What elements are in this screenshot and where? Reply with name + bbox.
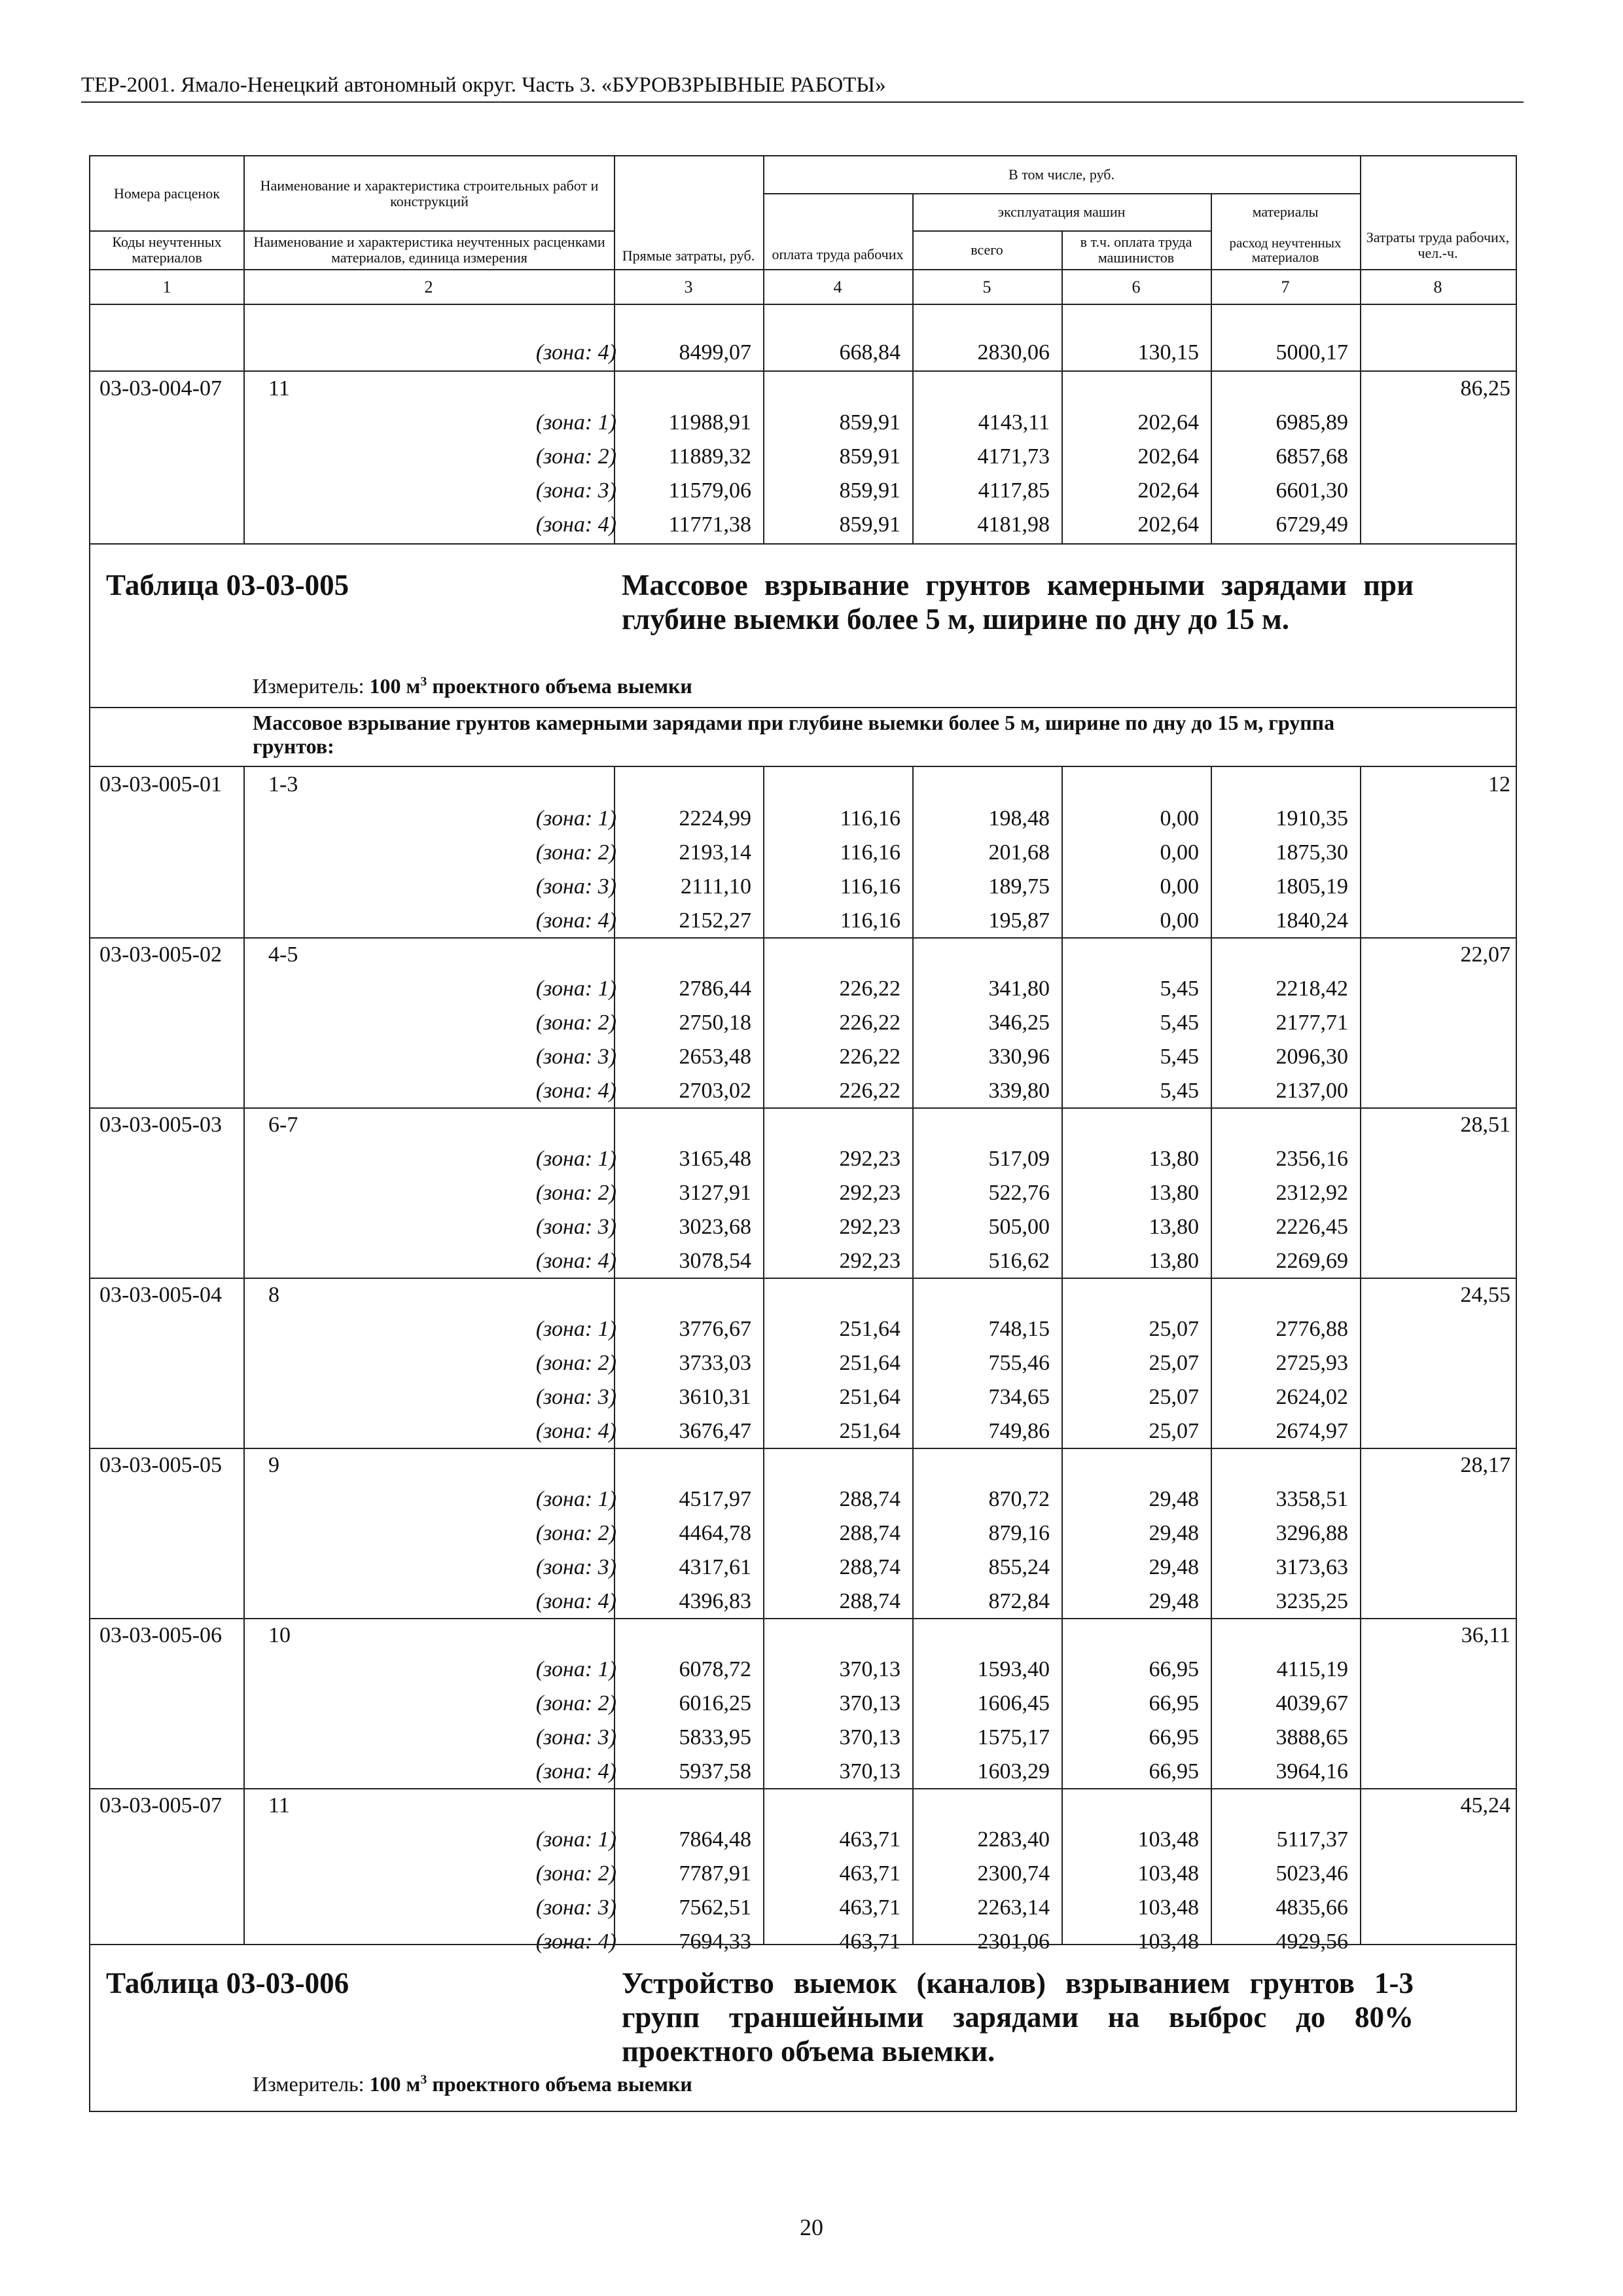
header-col1-top: Номера расценок (114, 185, 220, 202)
group-header-row: 03-03-005-04 8 24,55 (99, 1283, 1510, 1307)
table-row: (зона: 4) 5937,58 370,13 1603,29 66,95 3964,16 (535, 1759, 1348, 1784)
table-row: (зона: 3) 11579,06 859,91 4117,85 202,64 6601,30 (535, 478, 1348, 503)
table-row: (зона: 3) 7562,51 463,71 2263,14 103,48 4835,66 (535, 1895, 1348, 1920)
page-header: ТЕР-2001. Ямало-Ненецкий автономный округ. Часть 3. «БУРОВЗРЫВНЫЕ РАБОТЫ» (81, 73, 1524, 103)
table-row: (зона: 3) 3610,31 251,64 734,65 25,07 2624,02 (535, 1385, 1348, 1409)
header-col4: оплата труда рабочих (772, 246, 904, 262)
table-title-005: Таблица 03-03-005 (106, 569, 349, 601)
col-num-1: 1 (162, 277, 171, 296)
table-row: (зона: 2) 7787,91 463,71 2300,74 103,48 5023,46 (535, 1861, 1348, 1886)
subheading-005: Массовое взрывание грунтов камерными зарядами при глубине выемки более 5 м, ширине по дну до 15 м, группа грунтов: (253, 711, 1335, 758)
header-col3: Прямые затраты, руб. (622, 247, 755, 264)
col-num-7: 7 (1281, 277, 1290, 296)
table-row: (зона: 2) 6016,25 370,13 1606,45 66,95 4039,67 (535, 1691, 1348, 1715)
table-row: (зона: 3) 2653,48 226,22 330,96 5,45 2096,30 (535, 1045, 1348, 1069)
header-col2-top: Наименование и характеристика строительных работ и конструкций (260, 177, 599, 209)
table-row: (зона: 4) 11771,38 859,91 4181,98 202,64 6729,49 (535, 512, 1348, 537)
table-row: (зона: 4) 3676,47 251,64 749,86 25,07 2674,97 (535, 1419, 1348, 1443)
header-machines: эксплуатация машин (997, 203, 1126, 220)
header-col8: Затраты труда рабочих, чел.-ч. (1366, 229, 1510, 261)
table-row: (зона: 1) 4517,97 288,74 870,72 29,48 3358,51 (535, 1487, 1348, 1511)
table-description-005: Массовое взрывание грунтов камерными зарядами при глубине выемки более 5 м, ширине по дну до 15 м. (622, 569, 1414, 636)
header-col7: расход неучтенных материалов (1229, 234, 1342, 265)
group-header-row: 03-03-005-05 9 28,17 (99, 1453, 1510, 1477)
table-row: (зона: 1) 3776,67 251,64 748,15 25,07 2776,88 (535, 1317, 1348, 1341)
group-header-row: 03-03-005-07 11 45,24 (99, 1793, 1510, 1818)
table-row: (зона: 1) 3165,48 292,23 517,09 13,80 2356,16 (535, 1147, 1348, 1171)
header-col2-bottom: Наименование и характеристика неучтенных расценками материалов, единица измерения (253, 233, 605, 266)
header-incl: В том числе, руб. (1008, 166, 1115, 183)
header-materials: материалы (1252, 203, 1319, 220)
header-col5: всего (971, 241, 1003, 258)
table-row: (зона: 2) 2750,18 226,22 346,25 5,45 2177,71 (535, 1011, 1348, 1035)
table-row: (зона: 2) 3733,03 251,64 755,46 25,07 2725,93 (535, 1351, 1348, 1375)
group-header-row: 03-03-005-02 4-5 22,07 (99, 942, 1510, 967)
table-row: (зона: 1) 11988,91 859,91 4143,11 202,64 6985,89 (535, 410, 1348, 435)
header-col6: в т.ч. оплата труда машинистов (1080, 233, 1192, 266)
col-num-6: 6 (1132, 277, 1141, 296)
col-num-4: 4 (833, 277, 842, 296)
table-row: (зона: 3) 4317,61 288,74 855,24 29,48 3173,63 (535, 1555, 1348, 1579)
table-header (90, 156, 1516, 305)
table-row: (зона: 3) 5833,95 370,13 1575,17 66,95 3888,65 (535, 1725, 1348, 1749)
table-row: (зона: 4) 3078,54 292,23 516,62 13,80 2269,69 (535, 1249, 1348, 1273)
table-row: (зона: 1) 2786,44 226,22 341,80 5,45 2218,42 (535, 977, 1348, 1001)
table-title-006: Таблица 03-03-006 (106, 1967, 349, 2000)
col-num-8: 8 (1433, 277, 1442, 296)
table-row: (зона: 1) 6078,72 370,13 1593,40 66,95 4115,19 (535, 1657, 1348, 1681)
table-row: (зона: 4) 7694,33 463,71 2301,06 103,48 4929,56 (535, 1929, 1348, 1954)
table-row: (зона: 2) 2193,14 116,16 201,68 0,00 1875,30 (535, 840, 1348, 865)
header-col1-bottom: Коды неучтенных материалов (112, 233, 222, 266)
group-header-row: 03-03-005-03 6-7 28,51 (99, 1113, 1510, 1137)
measure-005: Измеритель: 100 $м^3$ проектного объема выемки (253, 674, 692, 698)
table-row: (зона: 4) 8499,07 668,84 2830,06 130,15 5000,17 (535, 340, 1348, 365)
page-number: 20 (800, 2214, 823, 2240)
col-num-5: 5 (982, 277, 991, 296)
table-row: (зона: 1) 7864,48 463,71 2283,40 103,48 5117,37 (535, 1827, 1348, 1852)
table-row: (зона: 2) 4464,78 288,74 879,16 29,48 3296,88 (535, 1521, 1348, 1545)
table-row: (зона: 3) 2111,10 116,16 189,75 0,00 1805,19 (535, 874, 1348, 899)
measure-006: Измеритель: 100 $м^3$ проектного объема выемки (253, 2072, 692, 2096)
col-num-3: 3 (684, 277, 693, 296)
table-row: (зона: 1) 2224,99 116,16 198,48 0,00 1910,35 (535, 806, 1348, 831)
group-header-row: 03-03-004-07 11 86,25 (99, 376, 1510, 401)
col-num-2: 2 (424, 277, 433, 296)
table-row: (зона: 3) 3023,68 292,23 505,00 13,80 2226,45 (535, 1215, 1348, 1239)
table-description-006: Устройство выемок (каналов) взрыванием грунтов 1-3 групп траншейными зарядами на выброс до 80% проектного объема выемки. (622, 1967, 1414, 2068)
table-row: (зона: 4) 2703,02 226,22 339,80 5,45 2137,00 (535, 1079, 1348, 1103)
table-row: (зона: 4) 4396,83 288,74 872,84 29,48 3235,25 (535, 1589, 1348, 1613)
table-row: (зона: 2) 11889,32 859,91 4171,73 202,64 6857,68 (535, 444, 1348, 469)
table-row: (зона: 4) 2152,27 116,16 195,87 0,00 1840,24 (535, 908, 1348, 933)
table-row: (зона: 2) 3127,91 292,23 522,76 13,80 2312,92 (535, 1181, 1348, 1205)
group-header-row: 03-03-005-06 10 36,11 (99, 1623, 1510, 1647)
group-header-row: 03-03-005-01 1-3 12 (99, 772, 1510, 797)
